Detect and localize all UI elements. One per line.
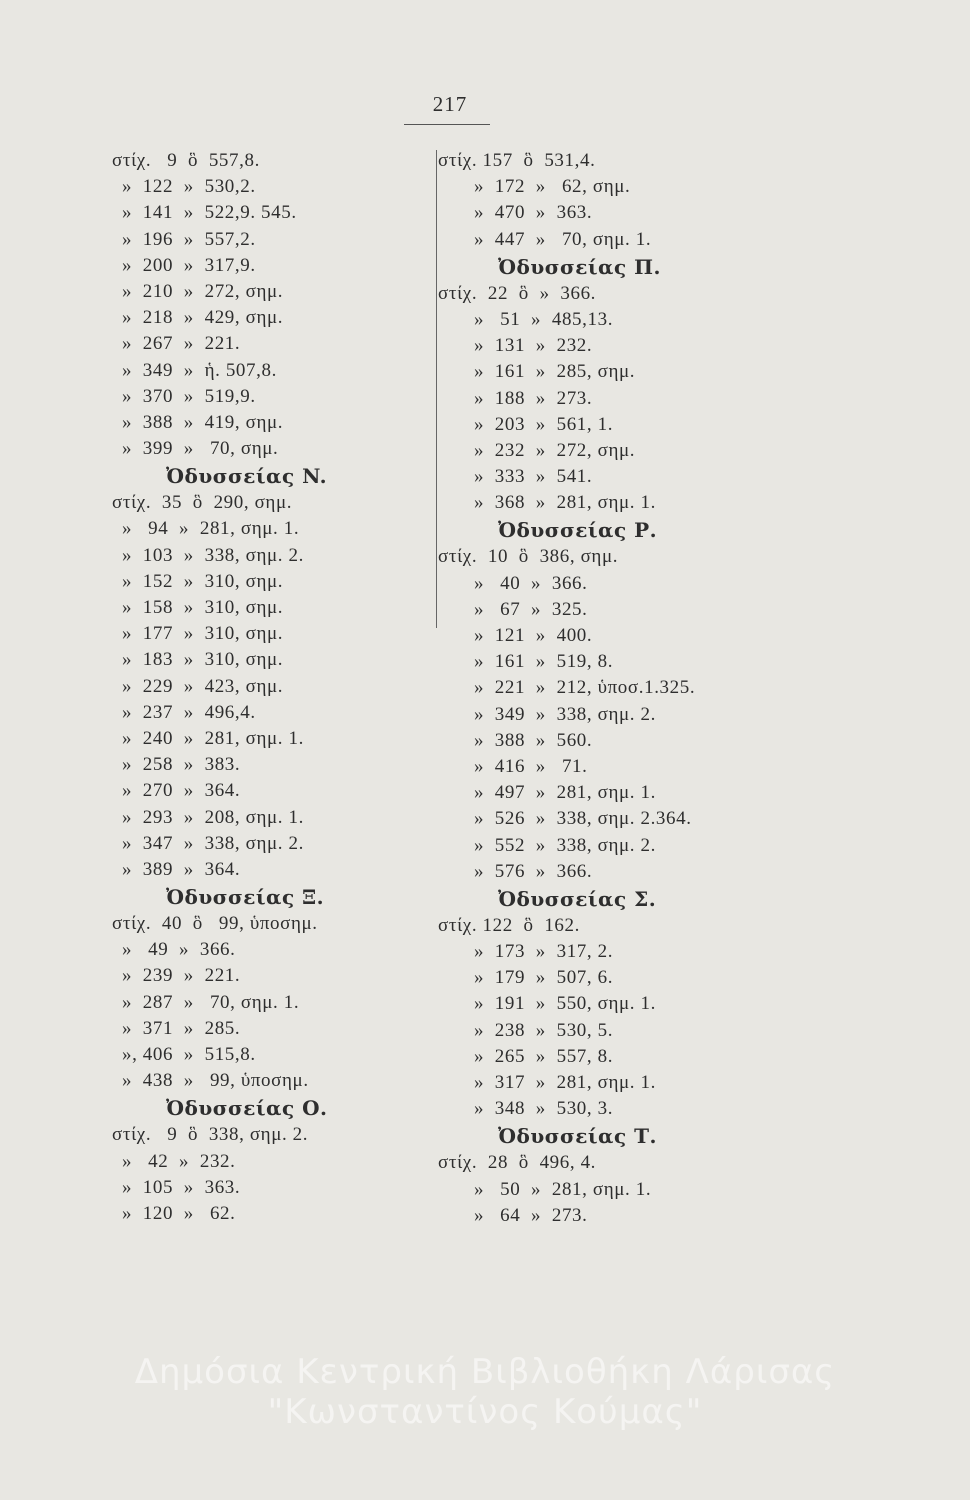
index-entry: » 371 » 285.	[122, 1017, 241, 1039]
index-entry: » 267 » 221.	[122, 333, 241, 355]
index-entry: στίχ. 22 ὃ » 366.	[438, 282, 597, 304]
section-heading: Ὀδυσσείας Τ.	[498, 1124, 657, 1149]
index-entry: » 196 » 557,2.	[122, 228, 256, 250]
index-entry: » 576 » 366.	[474, 860, 593, 882]
index-entry: » 239 » 221.	[122, 965, 241, 987]
index-entry: » 447 » 70, σημ. 1.	[474, 228, 652, 250]
index-entry: » 120 » 62.	[122, 1202, 236, 1224]
index-entry: » 50 » 281, σημ. 1.	[474, 1178, 652, 1200]
index-entry: στίχ. 157 ὃ 531,4.	[438, 150, 596, 171]
index-entry: » 121 » 400.	[474, 625, 593, 646]
index-entry: » 470 » 363.	[474, 202, 593, 224]
index-entry: » 349 » 338, σημ. 2.	[474, 703, 656, 725]
index-entry: » 179 » 507, 6.	[474, 967, 614, 989]
index-entry: » 293 » 208, σημ. 1.	[122, 806, 304, 828]
index-entry: » 388 » 419, σημ.	[122, 411, 284, 433]
index-entry: » 347 » 338, σημ. 2.	[122, 832, 304, 854]
section-heading: Ὀδυσσείας Ο.	[166, 1096, 328, 1121]
index-entry: » 67 » 325.	[474, 598, 588, 620]
index-entry: » 177 » 310, σημ.	[122, 623, 284, 645]
index-entry: » 131 » 232.	[474, 335, 593, 357]
index-entry: » 40 » 366.	[474, 572, 588, 594]
index-entry: » 258 » 383.	[122, 754, 241, 776]
index-entry: » 51 » 485,13.	[474, 308, 614, 330]
section-heading: Ὀδυσσείας Σ.	[498, 886, 657, 911]
index-entry: στίχ. 10 ὃ 386, σημ.	[438, 546, 619, 568]
index-entry: » 552 » 338, σημ. 2.	[474, 834, 656, 856]
index-entry: », 406 » 515,8.	[122, 1044, 256, 1065]
right-column	[438, 148, 818, 1229]
index-entry: στίχ. 9 ὃ 338, σημ. 2.	[112, 1124, 309, 1146]
index-entry: στίχ. 28 ὃ 496, 4.	[438, 1152, 597, 1174]
index-entry: » 173 » 317, 2.	[474, 941, 614, 963]
index-entry: » 152 » 310, σημ.	[122, 570, 284, 592]
left-column	[112, 148, 432, 1227]
index-entry: » 103 » 338, σημ. 2.	[122, 544, 304, 566]
index-entry: » 333 » 541.	[474, 466, 593, 488]
index-entry: » 526 » 338, σημ. 2.364.	[474, 808, 692, 830]
section-heading: Ὀδυσσείας Π.	[498, 254, 661, 279]
page-number-rule	[404, 124, 490, 125]
section-heading: Ὀδυσσείας Ξ.	[166, 885, 325, 910]
index-entry: » 210 » 272, σημ.	[122, 280, 284, 302]
index-entry: » 238 » 530, 5.	[474, 1019, 614, 1041]
index-entry: » 232 » 272, σημ.	[474, 439, 636, 461]
index-entry: » 237 » 496,4.	[122, 701, 256, 723]
index-entry: » 399 » 70, σημ.	[122, 438, 279, 460]
index-entry: » 265 » 557, 8.	[474, 1045, 614, 1067]
index-entry: » 270 » 364.	[122, 780, 241, 802]
index-entry: » 94 » 281, σημ. 1.	[122, 518, 300, 540]
index-entry: » 161 » 519, 8.	[474, 651, 614, 673]
index-entry: » 388 » 560.	[474, 729, 593, 751]
index-entry: » 188 » 273.	[474, 387, 593, 409]
index-entry: » 317 » 281, σημ. 1.	[474, 1072, 656, 1093]
index-entry: στίχ. 9 ὃ 557,8.	[112, 150, 260, 171]
page-number: 217	[432, 92, 468, 116]
index-entry: » 158 » 310, σημ.	[122, 597, 284, 618]
watermark-line-2: "Κωνσταντίνος Κούμας"	[267, 1392, 703, 1432]
index-entry: » 49 » 366.	[122, 939, 236, 961]
index-entry: » 183 » 310, σημ.	[122, 649, 284, 671]
index-entry: » 349 » ἡ. 507,8.	[122, 359, 277, 381]
index-entry: » 42 » 232.	[122, 1150, 236, 1172]
index-entry: στίχ. 40 ὃ 99, ὑποσημ.	[112, 913, 318, 935]
index-entry: » 221 » 212, ὑποσ.1.325.	[474, 677, 696, 699]
index-entry: στίχ. 122 ὃ 162.	[438, 914, 580, 936]
index-entry: » 203 » 561, 1.	[474, 413, 614, 435]
index-entry: » 348 » 530, 3.	[474, 1098, 614, 1120]
index-entry: » 438 » 99, ὑποσημ.	[122, 1070, 309, 1092]
index-entry: » 497 » 281, σημ. 1.	[474, 782, 656, 804]
index-entry: στίχ. 35 ὃ 290, σημ.	[112, 492, 293, 514]
index-entry: » 161 » 285, σημ.	[474, 361, 636, 383]
index-entry: » 370 » 519,9.	[122, 385, 256, 407]
index-entry: » 287 » 70, σημ. 1.	[122, 991, 300, 1013]
index-entry: » 368 » 281, σημ. 1.	[474, 492, 656, 514]
index-entry: » 64 » 273.	[474, 1204, 588, 1226]
index-entry: » 240 » 281, σημ. 1.	[122, 727, 304, 749]
section-heading: Ὀδυσσείας Ρ.	[498, 518, 658, 543]
library-watermark	[0, 1352, 970, 1432]
index-entry: » 229 » 423, σημ.	[122, 675, 284, 697]
watermark-line-1: Δημόσια Κεντρική Βιβλιοθήκη Λάρισας	[134, 1352, 836, 1392]
index-entry: » 105 » 363.	[122, 1176, 241, 1198]
section-heading: Ὀδυσσείας N.	[166, 464, 328, 489]
index-entry: » 172 » 62, σημ.	[474, 176, 631, 198]
index-entry: » 416 » 71.	[474, 755, 588, 777]
index-entry: » 389 » 364.	[122, 858, 241, 880]
index-entry: » 200 » 317,9.	[122, 254, 256, 276]
index-entry: » 218 » 429, σημ.	[122, 307, 284, 329]
index-entry: » 191 » 550, σημ. 1.	[474, 993, 656, 1015]
index-entry: » 141 » 522,9. 545.	[122, 202, 297, 224]
index-entry: » 122 » 530,2.	[122, 176, 256, 198]
column-divider	[436, 150, 437, 628]
